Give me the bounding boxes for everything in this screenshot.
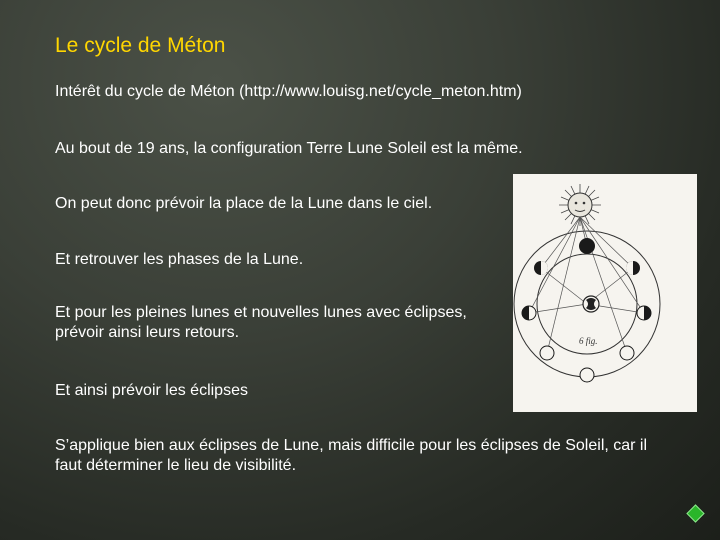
bullet-lunar-solar-eclipses: S’applique bien aux éclipses de Lune, mais difficile pour les éclipses de Soleil, car il faut déterminer le lieu de visibilité. [55,437,648,474]
bullet-moon-position: On peut donc prévoir la place de la Lune dans le ciel. [55,195,433,212]
bullet-19-years: Au bout de 19 ans, la configuration Terre Lune Soleil est la même. [55,140,523,157]
gibbous-moon-right-icon [620,346,634,360]
earth-icon [583,296,599,312]
diamond-nav-icon[interactable] [686,504,704,522]
bullet-predict-eclipses: Et ainsi prévoir les éclipses [55,382,248,399]
slide-title: Le cycle de Méton [55,34,226,57]
bullet-eclipse-returns: Et pour les pleines lunes et nouvelles lunes avec éclipses, prévoir ainsi leurs retours. [55,304,467,341]
sun-icon [559,184,601,226]
gibbous-moon-left-icon [540,346,554,360]
full-moon-icon [580,368,594,382]
bullet-meton-interest: Intérêt du cycle de Méton (http://www.louisg.net/cycle_meton.htm) [55,83,522,100]
moon-phase-engraving [513,174,697,412]
bullet-moon-phases: Et retrouver les phases de la Lune. [55,251,304,268]
moon-orbit-diagram [513,174,697,412]
figure-caption: 6 fig. [579,336,598,346]
new-moon-icon [579,238,595,254]
